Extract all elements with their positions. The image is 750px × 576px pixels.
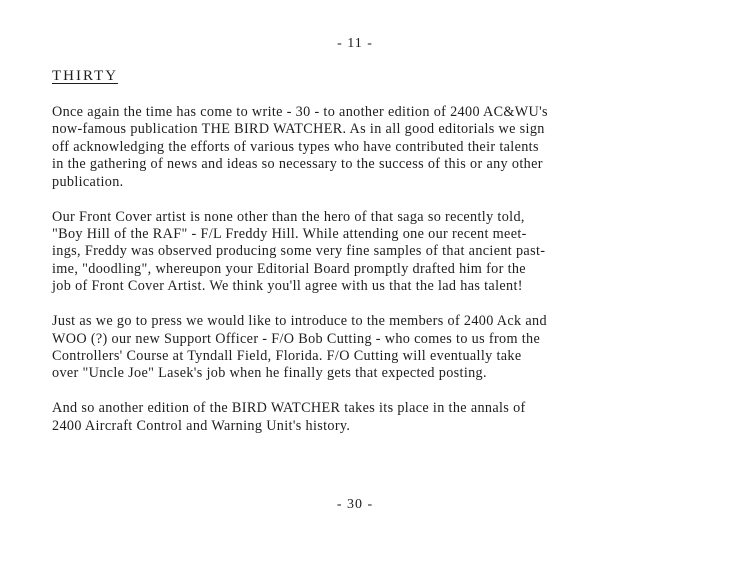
- text-line: publication.: [52, 173, 124, 190]
- text-line: WOO (?) our new Support Officer - F/O Bob Cutting - who comes to us from the: [52, 330, 541, 347]
- text-line: And so another edition of the BIRD WATCHER takes its place in the annals of: [52, 400, 526, 417]
- text-line: ings, Freddy was observed producing some very fine samples of that ancient past-: [52, 243, 546, 260]
- page-number-top: - 11 -: [337, 36, 373, 51]
- text-line: ime, "doodling", whereupon your Editorial Board promptly drafted him for the: [52, 260, 526, 277]
- paragraph-support-officer: [52, 313, 712, 383]
- paragraph-front-cover: [52, 209, 712, 296]
- text-line: Controllers' Course at Tyndall Field, Florida. F/O Cutting will eventually take: [52, 348, 522, 365]
- page-number-bottom: - 30 -: [336, 497, 374, 512]
- text-line: 2400 Aircraft Control and Warning Unit's history.: [52, 417, 351, 434]
- text-line: off acknowledging the efforts of various types who have contributed their talents: [52, 138, 539, 155]
- text-line: Just as we go to press we would like to introduce to the members of 2400 Ack and: [52, 313, 547, 330]
- paragraph-editorial-intro: [52, 104, 712, 191]
- text-line: "Boy Hill of the RAF" - F/L Freddy Hill. While attending one our recent meet-: [52, 226, 527, 243]
- body-text: [52, 104, 712, 453]
- text-line: now-famous publication THE BIRD WATCHER. As in all good editorials we sign: [52, 121, 545, 138]
- text-line: Our Front Cover artist is none other than the hero of that saga so recently told,: [52, 208, 525, 225]
- text-line: in the gathering of news and ideas so necessary to the success of this or any other: [52, 156, 543, 173]
- text-line: over "Uncle Joe" Lasek's job when he finally gets that expected posting.: [52, 365, 487, 382]
- text-line: job of Front Cover Artist. We think you'll agree with us that the lad has talent!: [52, 278, 523, 295]
- text-line: Once again the time has come to write - 30 - to another edition of 2400 AC&WU's: [52, 104, 548, 120]
- section-heading: THIRTY: [52, 68, 119, 84]
- paragraph-closing: [52, 400, 712, 435]
